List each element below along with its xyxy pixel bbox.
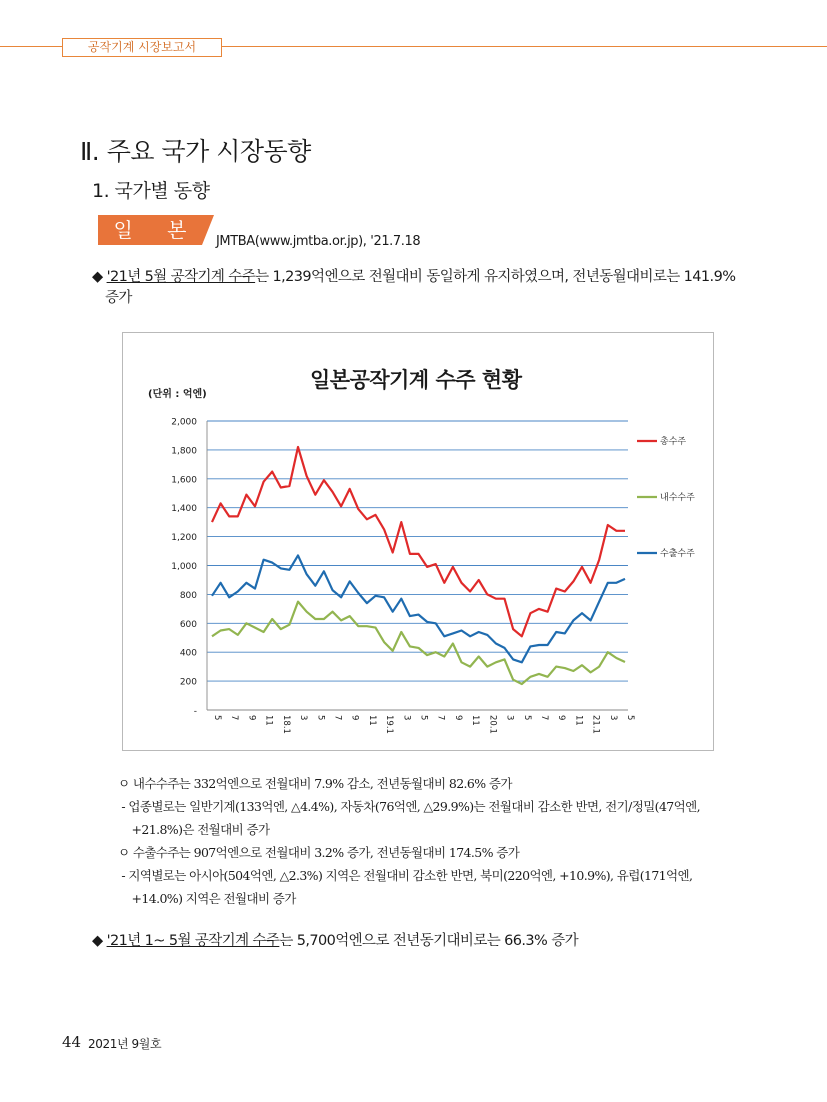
- chart-title: 일본공작기계 수주 현황: [310, 368, 522, 392]
- y-tick-label: 1,200: [171, 533, 197, 544]
- page-number: 44: [62, 1033, 82, 1051]
- chart-gridlines: [207, 421, 628, 710]
- x-tick-label: 11: [573, 715, 584, 726]
- y-tick-label: 400: [179, 648, 197, 659]
- y-tick-label: 1,600: [171, 475, 197, 486]
- y-tick-label: 800: [179, 590, 197, 601]
- x-tick-label: 5: [315, 715, 326, 721]
- chart-unit-label: (단위 : 억엔): [148, 389, 207, 400]
- legend-label: 총수주: [660, 437, 687, 447]
- bullet-line: - 업종별로는 일반기계(133억엔, △4.4%), 자동차(76억엔, △29.9%)는 전월대비 감소한 반면, 전기/정밀(47억엔,: [118, 799, 700, 814]
- x-tick-label: 9: [246, 715, 257, 721]
- ytd-subject: '21년 1~ 5월 공작기계 수주: [106, 933, 280, 949]
- report-header-title: 공작기계 시장보고서: [62, 38, 222, 57]
- x-tick-label: 7: [229, 715, 240, 721]
- x-tick-label: 3: [504, 715, 515, 721]
- x-tick-label: 19.1: [384, 715, 395, 734]
- bullet-line: ㅇ 내수수주는 332억엔으로 전월대비 7.9% 감소, 전년동월대비 82.6% 증가: [118, 776, 512, 791]
- summary-text-line2: 증가: [105, 290, 132, 306]
- legend-label: 수출수주: [660, 549, 695, 559]
- x-tick-label: 21.1: [590, 715, 601, 734]
- y-tick-label: 2,000: [171, 417, 197, 428]
- chart-legend: [637, 435, 695, 559]
- bullet-line: ㅇ 수출수주는 907억엔으로 전월대비 3.2% 증가, 전년동월대비 174.5% 증가: [118, 845, 520, 860]
- diamond-bullet-icon: ◆: [92, 269, 103, 285]
- y-axis-ticks: [171, 418, 197, 717]
- x-tick-label: 9: [556, 715, 567, 721]
- series-line: [212, 555, 625, 662]
- section-title: Ⅱ. 주요 국가 시장동향: [80, 137, 311, 166]
- x-tick-label: 7: [435, 715, 446, 721]
- x-tick-label: 18.1: [280, 715, 291, 734]
- x-tick-label: 3: [298, 715, 309, 721]
- x-tick-label: 3: [607, 715, 618, 721]
- x-tick-label: 11: [263, 715, 274, 726]
- summary-subject: '21년 5월 공작기계 수주: [106, 269, 256, 285]
- y-tick-label: 1,400: [171, 504, 197, 515]
- y-tick-label: -: [193, 706, 197, 717]
- x-tick-label: 11: [470, 715, 481, 726]
- legend-label: 내수수주: [660, 493, 695, 503]
- x-tick-label: 7: [332, 715, 343, 721]
- bullet-line: +21.8%)은 전월대비 증가: [118, 822, 270, 837]
- bullet-line: +14.0%) 지역은 전월대비 증가: [118, 891, 296, 906]
- ytd-paragraph: [92, 931, 578, 952]
- x-tick-label: 5: [521, 715, 532, 721]
- source-citation: JMTBA(www.jmtba.or.jp), '21.7.18: [216, 234, 421, 249]
- y-tick-label: 600: [179, 619, 197, 630]
- y-tick-label: 1,000: [171, 562, 197, 572]
- y-tick-label: 1,800: [171, 446, 197, 457]
- x-tick-label: 5: [212, 715, 222, 721]
- x-tick-label: 9: [349, 715, 360, 721]
- x-tick-label: 11: [366, 715, 377, 726]
- detail-bullets: [118, 772, 700, 910]
- bullet-line: - 지역별로는 아시아(504억엔, △2.3%) 지역은 전월대비 감소한 반면, 북미(220억엔, +10.9%), 유럽(171억엔,: [118, 868, 693, 883]
- x-tick-label: 5: [418, 715, 429, 721]
- x-axis-ticks: [212, 715, 635, 734]
- x-tick-label: 20.1: [487, 715, 498, 734]
- ytd-text: 는 5,700억엔으로 전년동기대비로는 66.3% 증가: [279, 933, 579, 949]
- x-tick-label: 5: [625, 715, 635, 721]
- country-badge: 일 본: [98, 215, 202, 245]
- y-tick-label: 200: [179, 677, 197, 688]
- issue-label: 2021년 9월호: [88, 1037, 162, 1051]
- subsection-title: 1. 국가별 동향: [92, 180, 210, 202]
- diamond-bullet-icon: ◆: [92, 933, 103, 949]
- x-tick-label: 7: [538, 715, 549, 721]
- series-line: [212, 447, 625, 636]
- x-tick-label: 3: [401, 715, 412, 721]
- summary-text: 는 1,239억엔으로 전월대비 동일하게 유지하였으며, 전년동월대비로는 141.9%: [255, 269, 736, 285]
- x-tick-label: 9: [452, 715, 463, 721]
